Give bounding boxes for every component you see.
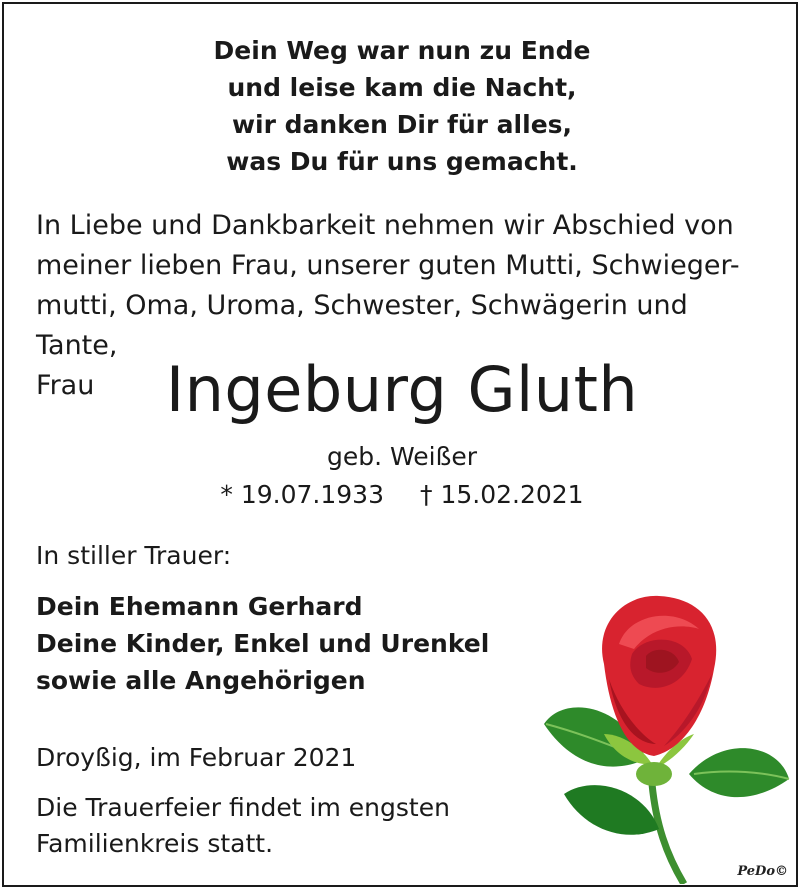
maiden-name: geb. Weißer xyxy=(327,442,477,471)
ceremony-line: Die Trauerfeier findet im engsten xyxy=(36,793,450,822)
obituary-card xyxy=(2,2,798,887)
intro-line: Frau xyxy=(36,370,95,401)
poem xyxy=(4,32,798,180)
family-list xyxy=(36,588,489,699)
life-dates xyxy=(4,478,798,512)
ceremony-note xyxy=(36,790,450,862)
poem-line: Dein Weg war nun zu Ende xyxy=(213,36,591,65)
ceremony-line: Familienkreis statt. xyxy=(36,829,274,858)
intro-line: In Liebe und Dankbarkeit nehmen wir Abschied von xyxy=(36,210,734,241)
poem-line: was Du für uns gemacht. xyxy=(226,147,578,176)
signature: PeDo© xyxy=(737,864,788,879)
death-date: † 15.02.2021 xyxy=(420,480,584,509)
intro-line: meiner lieben Frau, unserer guten Mutti, Schwieger- xyxy=(36,250,740,281)
mourning-label: In stiller Trauer: xyxy=(36,541,232,570)
rose-icon xyxy=(534,584,796,884)
family-line: sowie alle Angehörigen xyxy=(36,666,366,695)
birth-date: * 19.07.1933 xyxy=(220,480,384,509)
intro-line: mutti, Oma, Uroma, Schwester, Schwägerin und Tante, xyxy=(36,290,688,361)
poem-line: und leise kam die Nacht, xyxy=(227,73,577,102)
deceased-name: Ingeburg Gluth xyxy=(165,353,639,426)
family-line: Deine Kinder, Enkel und Urenkel xyxy=(36,629,490,658)
poem-line: wir danken Dir für alles, xyxy=(231,110,573,139)
place-date: Droyßig, im Februar 2021 xyxy=(36,743,357,772)
family-line: Dein Ehemann Gerhard xyxy=(36,592,363,621)
